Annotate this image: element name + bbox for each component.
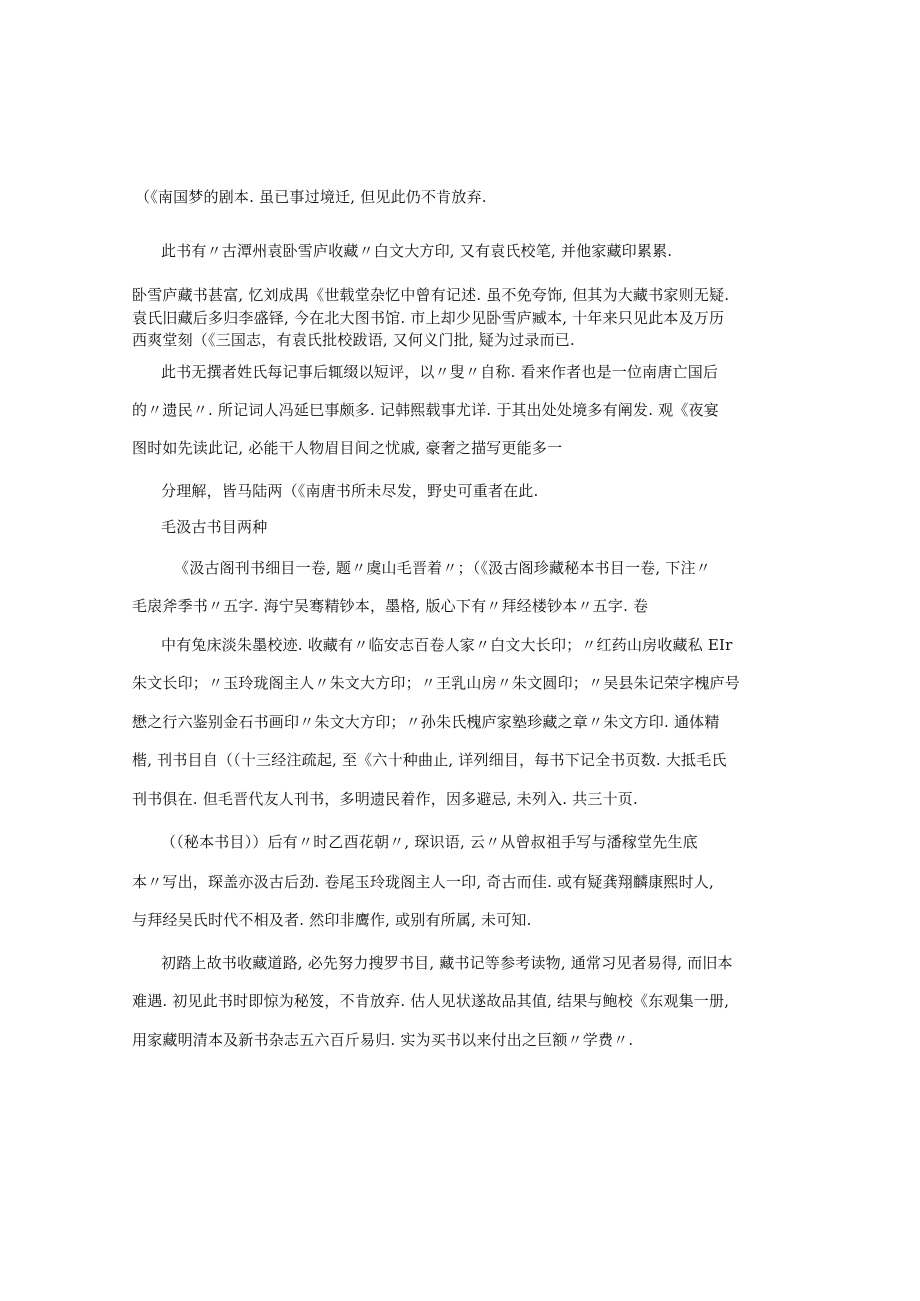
text-line: 刊书俱在. 但毛晋代友人刊书，多明遗民着作，因多避忌, 未列入. 共三十页. bbox=[132, 790, 638, 808]
text-line: 的〃遗民〃. 所记词人冯延巳事颇多. 记韩熙载事尤详. 于其出处处境多有阐发. 观《夜宴 bbox=[132, 401, 719, 419]
text-line: 用家藏明清本及新书杂志五六百斤易归. 实为买书以来付出之巨额〃学费〃. bbox=[132, 1031, 634, 1049]
text-line: 本〃写出，琛盖亦汲古后劲. 卷尾玉玲珑阁主人一印, 奇古而佳. 或有疑龚翔麟康熙时人, bbox=[132, 873, 714, 891]
text-line: 懋之行六鉴别金石书画印〃朱文大方印；〃孙朱氏槐庐家塾珍藏之章〃朱文方印. 通体精 bbox=[132, 713, 720, 731]
section-heading: 毛汲古书目两种 bbox=[161, 518, 268, 536]
text-line: 初踏上故书收藏道路, 必先努力搜罗书目, 藏书记等参考读物, 通常习见者易得, 而旧本 bbox=[161, 954, 733, 972]
text-line: （（秘本书目））后有〃时乙酉花朝〃, 琛识语, 云〃从曾叔祖手写与潘稼堂先生底 bbox=[161, 833, 698, 851]
text-line: 朱文长印；〃玉玲珑阁主人〃朱文大方印；〃王乳山房〃朱文圆印；〃吴县朱记荣字槐庐号 bbox=[132, 674, 741, 692]
text-line: 毛扆斧季书〃五字. 海宁吴骞精钞本，墨格, 版心下有〃拜经楼钞本〃五字. 卷 bbox=[132, 597, 649, 615]
text-line: 《汲古阁刊书细目一卷, 题〃虞山毛晋着〃；（《汲古阁珍藏秘本书目一卷, 下注〃 bbox=[174, 559, 711, 577]
text-line: 此书无撰者姓氏每记事后辄缀以短评，以〃叟〃自称. 看来作者也是一位南唐亡国后 bbox=[161, 363, 719, 381]
text-line: 难遇. 初见此书时即惊为秘笈，不肯放弃. 估人见状遂故品其值, 结果与鲍校《东观集一册, bbox=[132, 992, 730, 1010]
text-line: 卧雪庐藏书甚富, 忆刘成禺《世载堂杂忆中曾有记述. 虽不免夸饰, 但其为大藏书家则无疑. bbox=[132, 286, 730, 304]
text-line: 袁氏旧藏后多归李盛铎, 今在北大图书馆. 市上却少见卧雪庐臧本, 十年来只见此本及万历 bbox=[132, 309, 725, 327]
text-line: 中有兔床淡朱墨校迹. 收藏有〃临安志百卷人家〃白文大长印；〃红药山房收藏私 EIr bbox=[161, 636, 733, 654]
text-line: 西爽堂刻（《三国志，有袁氏批校跋语, 又何义门批, 疑为过录而已. bbox=[132, 331, 575, 349]
text-line: 图时如先读此记, 必能干人物眉目间之忧戚, 豪奢之描写更能多一 bbox=[132, 439, 563, 457]
text-line: 分理解，皆马陆两（《南唐书所未尽发，野史可重者在此. bbox=[161, 482, 539, 500]
text-line: （《南国梦的剧本. 虽已事过境迁, 但见此仍不肯放弃. bbox=[135, 188, 487, 206]
text-line: 楷, 刊书目自（（十三经注疏起, 至《六十种曲止, 详列细目，每书下记全书页数. 大抵毛氏 bbox=[132, 751, 727, 769]
text-line: 此书有〃古潭州袁卧雪庐收藏〃白文大方印, 又有袁氏校笔, 并他家藏印累累. bbox=[161, 242, 673, 260]
text-line: 与拜经吴氏时代不相及者. 然印非鹰作, 或别有所属, 未可知. bbox=[132, 911, 532, 929]
